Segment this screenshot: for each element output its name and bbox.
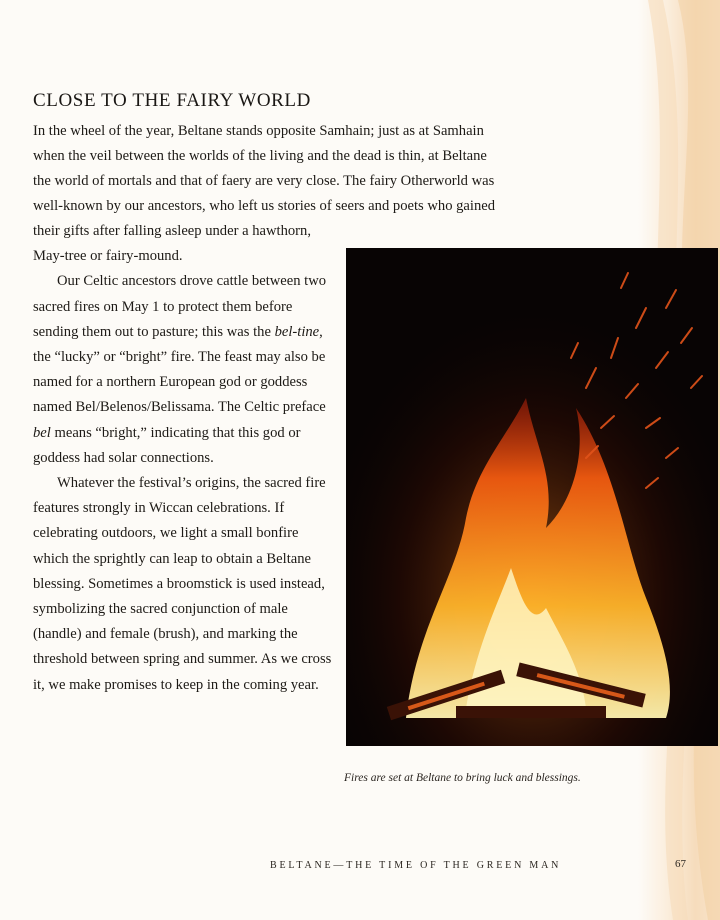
text-line: when the veil between the worlds of the living and the dead is thin, at Beltane: [33, 148, 487, 164]
paragraph-celtic-ancestors: Our Celtic ancestors drove cattle between two sacred fires on May 1 to protect them before sending them out to pasture; this was the bel-tine, the “lucky” or “bright” fire. The feast may also be named for a northern European god or goddess named Bel/Belenos/Belissama. The Celtic preface bel means “bright,” indicating that this god or goddess had solar connections.: [33, 273, 327, 466]
running-footer: BELTANE—THE TIME OF THE GREEN MAN: [270, 860, 562, 871]
body-column: [33, 219, 333, 698]
paragraph-continuation: their gifts after falling asleep under a hawthorn, May-tree or fairy-mound.: [33, 223, 311, 265]
text-line: the world of mortals and that of faery are very close. The fairy Otherworld was: [33, 173, 495, 189]
term-bel: bel: [33, 424, 51, 441]
text-line: In the wheel of the year, Beltane stands opposite Samhain; just as at Samhain: [33, 123, 484, 139]
photo-caption: Fires are set at Beltane to bring luck and blessings.: [344, 772, 581, 784]
bonfire-photo: [346, 248, 718, 746]
text-line: well-known by our ancestors, who left us stories of seers and poets who gained: [33, 198, 496, 214]
section-heading: CLOSE TO THE FAIRY WORLD: [33, 90, 311, 111]
term-bel-tine: bel-tine: [274, 323, 320, 340]
page-number: 67: [675, 858, 686, 870]
paragraph-festival-origins: Whatever the festival’s origins, the sacred fire features strongly in Wiccan celebrations. If celebrating outdoors, we light a small bonfire which the sprightly can leap to obtain a Beltane blessing. Sometimes a broomstick is used instead, symbolizing the sacred conjunction of male (handle) and female (brush), and marking the threshold between spring and summer. As we cross it, we make promises to keep in the coming year.: [33, 475, 332, 693]
